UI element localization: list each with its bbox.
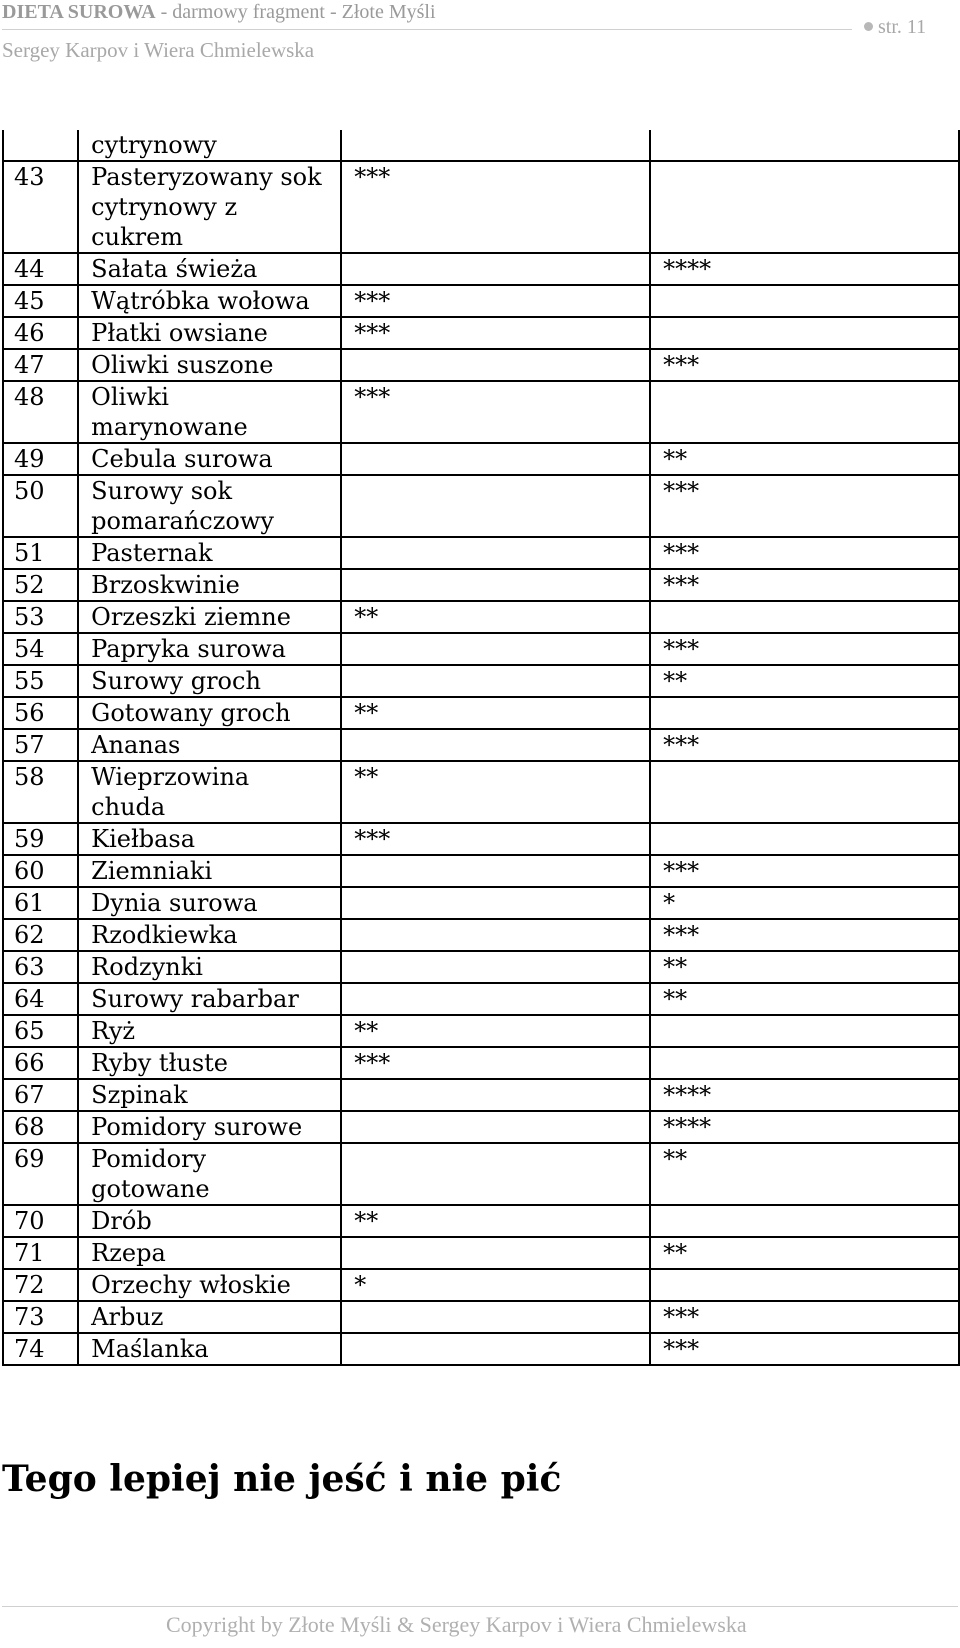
food-name-cell: Pomidory surowe (78, 1111, 341, 1143)
row-number-cell: 45 (3, 285, 78, 317)
rating-cell-b: *** (650, 569, 959, 601)
table-row (3, 1301, 959, 1333)
row-number-cell: 43 (3, 161, 78, 253)
row-number-cell: 58 (3, 761, 78, 823)
food-name-cell: Wątróbka wołowa (78, 285, 341, 317)
rating-cell-b: ** (650, 983, 959, 1015)
row-number-cell: 61 (3, 887, 78, 919)
row-number-cell: 64 (3, 983, 78, 1015)
table-row (3, 951, 959, 983)
row-number-cell: 74 (3, 1333, 78, 1365)
rating-cell-b: *** (650, 729, 959, 761)
rating-cell-b: ** (650, 1237, 959, 1269)
row-number-cell: 54 (3, 633, 78, 665)
rating-cell-b (650, 285, 959, 317)
table-row (3, 761, 959, 823)
food-name-cell: Ananas (78, 729, 341, 761)
header-divider (2, 29, 852, 30)
food-name-cell: Płatki owsiane (78, 317, 341, 349)
rating-cell-b (650, 161, 959, 253)
food-name-cell: Orzeszki ziemne (78, 601, 341, 633)
rating-cell-b: **** (650, 253, 959, 285)
table-row (3, 665, 959, 697)
rating-cell-b (650, 1015, 959, 1047)
table-row (3, 855, 959, 887)
rating-cell-b (650, 1205, 959, 1237)
rating-cell-a: *** (341, 823, 650, 855)
rating-cell-a (341, 537, 650, 569)
table-row (3, 729, 959, 761)
rating-cell-a (341, 1111, 650, 1143)
rating-cell-b: *** (650, 537, 959, 569)
food-name-cell: Gotowany groch (78, 697, 341, 729)
page-number (864, 16, 926, 39)
table-row (3, 601, 959, 633)
rating-cell-b: *** (650, 633, 959, 665)
row-number-cell: 46 (3, 317, 78, 349)
table-row (3, 983, 959, 1015)
rating-cell-a (341, 1333, 650, 1365)
food-name-cell: Cebula surowa (78, 443, 341, 475)
food-name-cell: Maślanka (78, 1333, 341, 1365)
row-number-cell: 59 (3, 823, 78, 855)
row-number-cell: 72 (3, 1269, 78, 1301)
row-number-cell: 62 (3, 919, 78, 951)
table-row (3, 317, 959, 349)
bullet-icon (864, 22, 873, 31)
table-row (3, 1015, 959, 1047)
authors-line: Sergey Karpov i Wiera Chmielewska (2, 38, 315, 62)
table-row (3, 285, 959, 317)
table-row (3, 161, 959, 253)
table-row (3, 349, 959, 381)
table-row (3, 1079, 959, 1111)
food-name-cell: Ryby tłuste (78, 1047, 341, 1079)
row-number-cell: 63 (3, 951, 78, 983)
food-name-cell: Surowy groch (78, 665, 341, 697)
food-name-cell: Pasteryzowany sok cytrynowy z cukrem (78, 161, 341, 253)
table-row (3, 1269, 959, 1301)
rating-cell-b: *** (650, 349, 959, 381)
food-name-cell: Oliwki suszone (78, 349, 341, 381)
rating-cell-a (341, 1301, 650, 1333)
table-row (3, 633, 959, 665)
rating-cell-b: *** (650, 1301, 959, 1333)
row-number-cell: 67 (3, 1079, 78, 1111)
row-number-cell: 66 (3, 1047, 78, 1079)
table-row (3, 1047, 959, 1079)
food-name-cell: Pasternak (78, 537, 341, 569)
table-row (3, 887, 959, 919)
rating-cell-a (341, 253, 650, 285)
book-title: DIETA SUROWA (2, 1, 156, 23)
table-row (3, 1205, 959, 1237)
rating-cell-b (650, 130, 959, 161)
rating-cell-a (341, 665, 650, 697)
rating-cell-b: *** (650, 855, 959, 887)
rating-cell-a (341, 130, 650, 161)
food-name-cell: Kiełbasa (78, 823, 341, 855)
rating-cell-a: *** (341, 317, 650, 349)
rating-cell-a: *** (341, 1047, 650, 1079)
footer-copyright: Copyright by Złote Myśli & Sergey Karpov i Wiera Chmielewska (166, 1612, 747, 1637)
food-name-cell: Szpinak (78, 1079, 341, 1111)
rating-cell-a (341, 569, 650, 601)
food-name-cell: Ryż (78, 1015, 341, 1047)
rating-cell-b: **** (650, 1111, 959, 1143)
rating-cell-b (650, 1269, 959, 1301)
rating-cell-a: * (341, 1269, 650, 1301)
rating-cell-b: * (650, 887, 959, 919)
table-row (3, 1333, 959, 1365)
food-table-body (3, 130, 959, 1365)
rating-cell-a: ** (341, 697, 650, 729)
row-number-cell: 49 (3, 443, 78, 475)
rating-cell-b (650, 1047, 959, 1079)
row-number-cell: 53 (3, 601, 78, 633)
food-name-cell: Orzechy włoskie (78, 1269, 341, 1301)
table-row (3, 1111, 959, 1143)
rating-cell-a (341, 349, 650, 381)
food-name-cell: Oliwki marynowane (78, 381, 341, 443)
row-number-cell: 48 (3, 381, 78, 443)
rating-cell-a (341, 1237, 650, 1269)
food-name-cell: Dynia surowa (78, 887, 341, 919)
rating-cell-b: *** (650, 1333, 959, 1365)
rating-cell-a: ** (341, 601, 650, 633)
rating-cell-a (341, 919, 650, 951)
rating-cell-a (341, 633, 650, 665)
row-number-cell: 70 (3, 1205, 78, 1237)
table-row (3, 569, 959, 601)
row-number-cell: 56 (3, 697, 78, 729)
rating-cell-a (341, 1079, 650, 1111)
table-row (3, 253, 959, 285)
food-name-cell: Brzoskwinie (78, 569, 341, 601)
footer-divider (2, 1606, 958, 1607)
table-row (3, 1143, 959, 1205)
row-number-cell: 47 (3, 349, 78, 381)
table-row (3, 475, 959, 537)
rating-cell-b: ** (650, 665, 959, 697)
rating-cell-b (650, 317, 959, 349)
table-row (3, 1237, 959, 1269)
row-number-cell: 71 (3, 1237, 78, 1269)
row-number-cell: 50 (3, 475, 78, 537)
row-number-cell: 60 (3, 855, 78, 887)
rating-cell-b: ** (650, 1143, 959, 1205)
table-row (3, 537, 959, 569)
row-number-cell: 52 (3, 569, 78, 601)
rating-cell-a (341, 729, 650, 761)
food-table-container (2, 130, 960, 1366)
rating-cell-b (650, 697, 959, 729)
section-heading: Tego lepiej nie jeść i nie pić (2, 1458, 562, 1500)
row-number-cell: 57 (3, 729, 78, 761)
food-name-cell: Pomidory gotowane (78, 1143, 341, 1205)
rating-cell-b: *** (650, 919, 959, 951)
food-name-cell: Rzodkiewka (78, 919, 341, 951)
food-name-cell: Papryka surowa (78, 633, 341, 665)
rating-cell-a: *** (341, 285, 650, 317)
table-row (3, 443, 959, 475)
food-name-cell: Wieprzowina chuda (78, 761, 341, 823)
rating-cell-b: ** (650, 951, 959, 983)
rating-cell-a (341, 983, 650, 1015)
rating-cell-b: **** (650, 1079, 959, 1111)
rating-cell-b: ** (650, 443, 959, 475)
row-number-cell: 68 (3, 1111, 78, 1143)
rating-cell-a (341, 475, 650, 537)
rating-cell-a: ** (341, 1015, 650, 1047)
row-number-cell (3, 130, 78, 161)
food-name-cell: Drób (78, 1205, 341, 1237)
rating-cell-b (650, 601, 959, 633)
food-name-cell: Ziemniaki (78, 855, 341, 887)
rating-cell-a (341, 1143, 650, 1205)
rating-cell-a (341, 855, 650, 887)
table-row (3, 381, 959, 443)
rating-cell-b (650, 761, 959, 823)
table-row (3, 919, 959, 951)
rating-cell-a (341, 443, 650, 475)
food-name-cell: Arbuz (78, 1301, 341, 1333)
table-row (3, 823, 959, 855)
food-name-cell: Sałata świeża (78, 253, 341, 285)
row-number-cell: 69 (3, 1143, 78, 1205)
page-number-label: str. 11 (878, 16, 927, 38)
row-number-cell: 55 (3, 665, 78, 697)
rating-cell-b (650, 823, 959, 855)
rating-cell-a: ** (341, 1205, 650, 1237)
row-number-cell: 44 (3, 253, 78, 285)
rating-cell-a: *** (341, 381, 650, 443)
food-rating-table (2, 130, 960, 1366)
food-name-cell: Rzepa (78, 1237, 341, 1269)
food-name-cell: Surowy rabarbar (78, 983, 341, 1015)
row-number-cell: 65 (3, 1015, 78, 1047)
row-number-cell: 51 (3, 537, 78, 569)
book-subtitle: - darmowy fragment - Złote Myśli (155, 1, 436, 23)
rating-cell-a (341, 951, 650, 983)
food-name-cell: Rodzynki (78, 951, 341, 983)
table-row (3, 697, 959, 729)
rating-cell-a (341, 887, 650, 919)
rating-cell-b (650, 381, 959, 443)
table-row (3, 130, 959, 161)
food-name-cell: cytrynowy (78, 130, 341, 161)
food-name-cell: Surowy sok pomarańczowy (78, 475, 341, 537)
row-number-cell: 73 (3, 1301, 78, 1333)
document-title (2, 1, 436, 24)
rating-cell-a: *** (341, 161, 650, 253)
rating-cell-b: *** (650, 475, 959, 537)
rating-cell-a: ** (341, 761, 650, 823)
